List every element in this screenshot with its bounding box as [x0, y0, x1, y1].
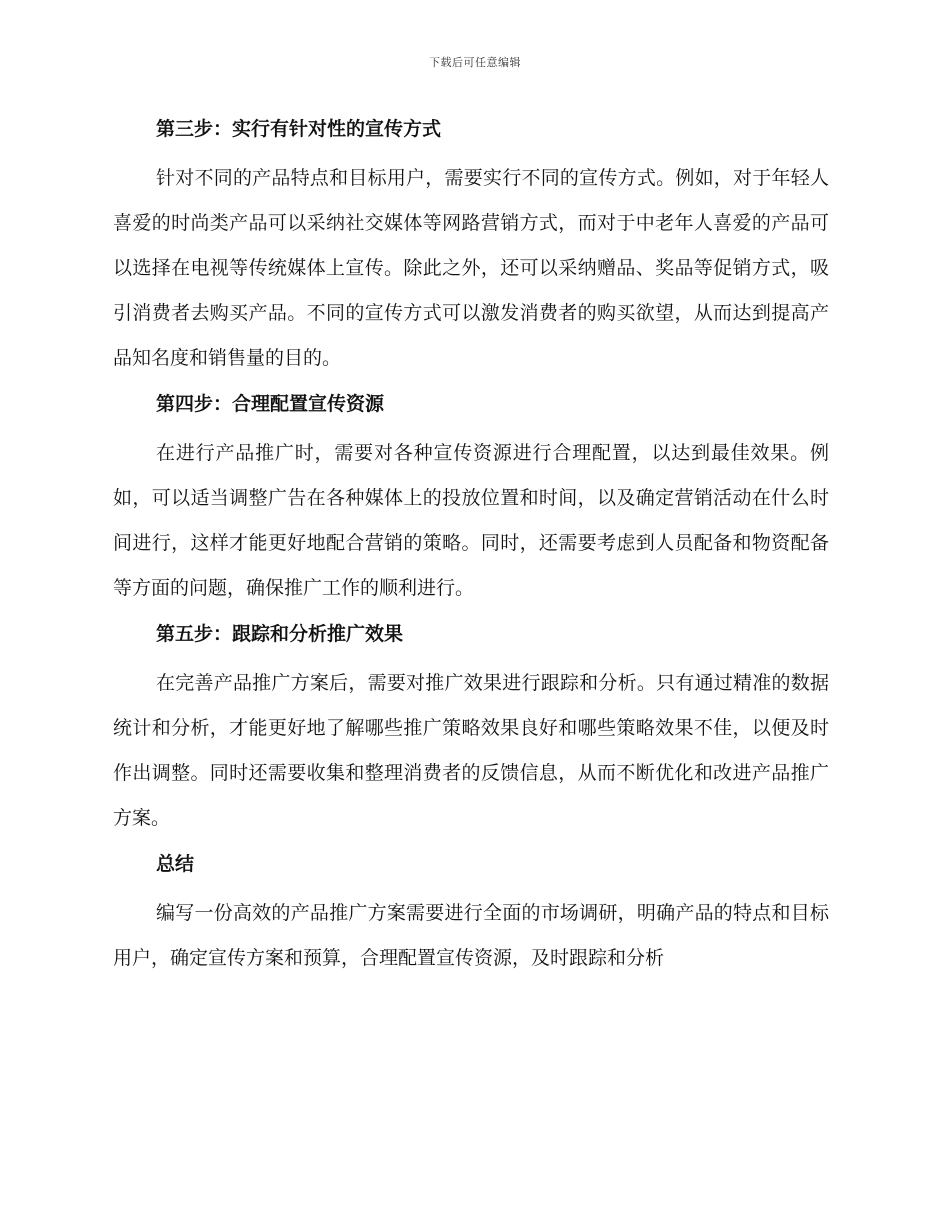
section-paragraph: 编写一份高效的产品推广方案需要进行全面的市场调研，明确产品的特点和目标用户，确定宣传方案和预算，合理配置宣传资源，及时跟踪和分析	[113, 902, 829, 969]
page-header: 下载后可任意编辑	[429, 56, 521, 69]
section-heading: 第五步：跟踪和分析推广效果	[156, 623, 404, 645]
section-heading: 第四步：合理配置宣传资源	[156, 393, 385, 415]
section-heading: 总结	[156, 853, 195, 875]
document-body	[113, 112, 829, 981]
section-paragraph: 在完善产品推广方案后，需要对推广效果进行跟踪和分析。只有通过精准的数据统计和分析，才能更好地了解哪些推广策略效果良好和哪些策略效果不佳，以便及时作出调整。同时还需要收集和整理消费者的反馈信息，从而不断优化和改进产品推广方案。	[113, 672, 829, 829]
section-paragraph: 针对不同的产品特点和目标用户，需要实行不同的宣传方式。例如，对于年轻人喜爱的时尚类产品可以采纳社交媒体等网路营销方式，而对于中老年人喜爱的产品可以选择在电视等传统媒体上宣传。除此之外，还可以采纳赠品、奖品等促销方式，吸引消费者去购买产品。不同的宣传方式可以激发消费者的购买欲望，从而达到提高产品知名度和销售量的目的。	[113, 167, 829, 369]
section-heading: 第三步：实行有针对性的宣传方式	[156, 118, 442, 140]
section-paragraph: 在进行产品推广时，需要对各种宣传资源进行合理配置，以达到最佳效果。例如，可以适当调整广告在各种媒体上的投放位置和时间，以及确定营销活动在什么时间进行，这样才能更好地配合营销的策略。同时，还需要考虑到人员配备和物资配备等方面的问题，确保推广工作的顺利进行。	[113, 442, 829, 599]
